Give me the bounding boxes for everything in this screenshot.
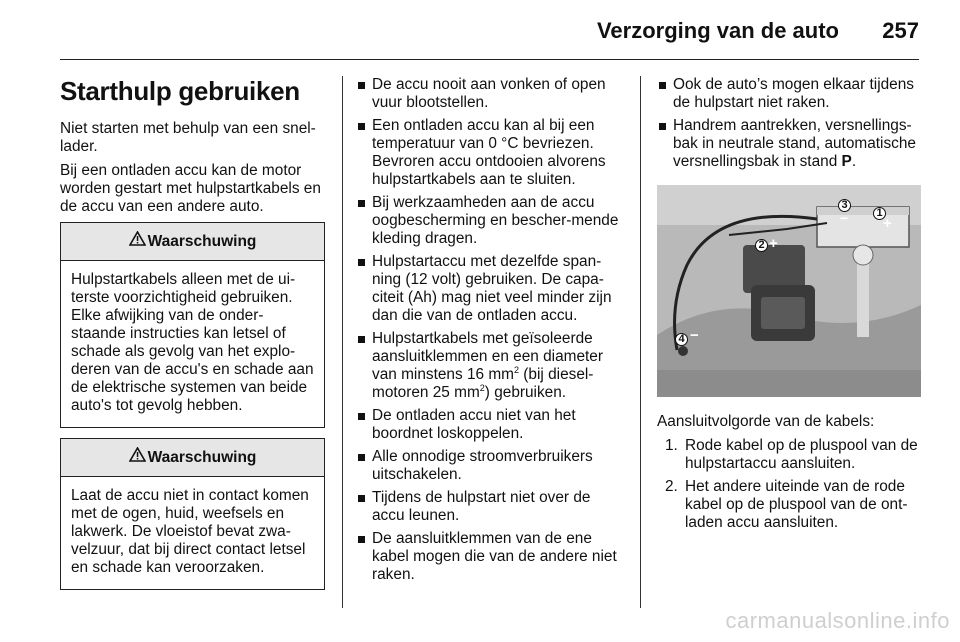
list-item: Ook de auto’s mogen elkaar tijdens de hulpstart niet raken. — [657, 76, 922, 112]
figure-caption: Aansluitvolgorde van de kabels: — [657, 413, 875, 430]
warning-heading — [61, 439, 324, 477]
list-item: De aansluitklemmen van de ene kabel mogen die van de andere niet raken. — [356, 530, 624, 584]
bullet-list — [657, 76, 922, 171]
column-middle — [356, 76, 624, 589]
paragraph: Bij een ontladen accu kan de motor worden gestart met hulpstartkabels en de accu van een andere auto. — [60, 162, 321, 215]
figure-label: 3 — [838, 199, 851, 212]
list-item — [657, 437, 922, 473]
step-text: Het andere uiteinde van de rode kabel op de pluspool van de ont-laden accu aansluiten. — [685, 478, 908, 531]
list-item: Tijdens de hulpstart niet over de accu leunen. — [356, 489, 624, 525]
step-number: 1. — [665, 437, 678, 454]
list-item: Hulpstartaccu met dezelfde span-ning (12 volt) gebruiken. De capa-citeit (Ah) mag niet veel minder zijn dan die van de ontladen accu. — [356, 253, 624, 325]
list-item: Bij werkzaamheden aan de accu oogbescherming en bescher-mende kleding dragen. — [356, 194, 624, 248]
list-item-text: (bij diesel-motoren 25 mm — [372, 366, 594, 401]
superscript: 2 — [514, 364, 520, 375]
figure-label: 4 — [675, 333, 688, 346]
figure-label: 1 — [873, 207, 886, 220]
watermark: carmanualsonline.info — [725, 608, 950, 633]
step-text: Rode kabel op de pluspool van de hulpstartaccu aansluiten. — [685, 437, 918, 472]
column-right — [657, 76, 922, 537]
column-divider — [342, 76, 343, 608]
warning-text: Laat de accu niet in contact komen met de ogen, huid, weefsels en lakwerk. De vloeistof bevat zwa-velzuur, dat bij direct contact letsel en schade kan veroorzaken. — [71, 487, 309, 576]
figure-label: − — [690, 327, 699, 344]
list-item-text: Handrem aantrekken, versnellings-bak in neutrale stand, automatische versnellingsbak in stand — [673, 117, 916, 170]
warning-box — [60, 438, 325, 590]
list-item — [657, 117, 922, 171]
warning-heading-text: Waarschuwing — [147, 449, 257, 466]
figure-label: 2 — [755, 239, 768, 252]
warning-box — [60, 222, 325, 428]
warning-icon — [129, 439, 146, 477]
list-item: De ontladen accu niet van het boordnet loskoppelen. — [356, 407, 624, 443]
list-item — [356, 330, 624, 402]
list-item — [657, 478, 922, 532]
list-item-text: Hulpstartkabels met geïsoleerde aansluitklemmen en een diameter van minstens 16 mm — [372, 330, 603, 383]
superscript: 2 — [479, 382, 485, 393]
paragraph: Niet starten met behulp van een snel-lader. — [60, 120, 316, 155]
page-header — [60, 14, 919, 60]
warning-text: Hulpstartkabels alleen met de ui-terste voorzichtigheid gebruiken. Elke afwijking van de onder-staande instructies kan letsel of schade als gevolg van het explo-deren van de accu's en schade aan de elektrische systemen van beide auto's tot gevolg hebben. — [71, 271, 314, 414]
gear-position: P — [841, 153, 852, 170]
list-item-text: . — [851, 153, 857, 170]
figure-label: + — [769, 235, 778, 252]
warning-icon — [129, 223, 146, 261]
section-title: Starthulp gebruiken — [60, 76, 300, 106]
column-left — [60, 76, 325, 600]
header-title: Verzorging van de auto — [596, 18, 839, 43]
figure-label: + — [883, 215, 892, 232]
page-number: 257 — [882, 18, 919, 43]
jump-start-photo — [657, 185, 921, 397]
step-list — [657, 437, 922, 532]
list-item-text: ) gebruiken. — [484, 384, 567, 401]
list-item: De accu nooit aan vonken of open vuur blootstellen. — [356, 76, 624, 112]
warning-heading-text: Waarschuwing — [147, 233, 257, 250]
column-divider — [640, 76, 641, 608]
list-item: Alle onnodige stroomverbruikers uitschakelen. — [356, 448, 624, 484]
step-number: 2. — [665, 478, 678, 495]
warning-heading — [61, 223, 324, 261]
bullet-list — [356, 76, 624, 584]
figure-label: − — [840, 210, 849, 226]
list-item: Een ontladen accu kan al bij een temperatuur van 0 °C bevriezen. Bevroren accu ontdooien alvorens hulpstartkabels aan te sluiten. — [356, 117, 624, 189]
